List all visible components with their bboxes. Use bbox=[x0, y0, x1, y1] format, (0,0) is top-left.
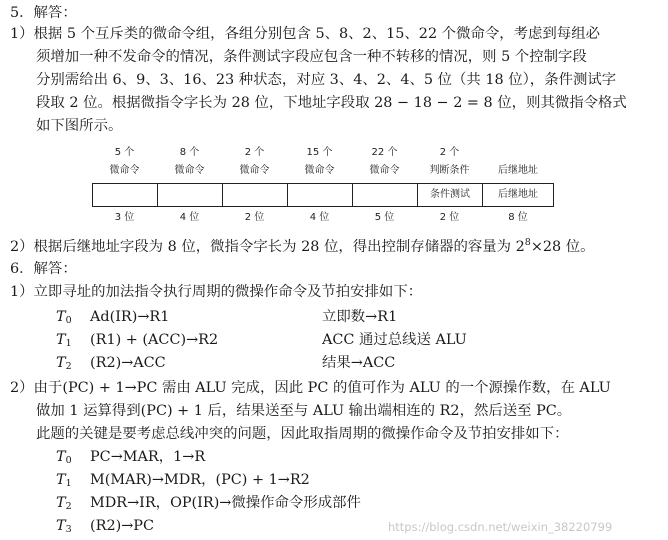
micro-op: Ad(IR)→R1 bbox=[90, 309, 170, 325]
field-name: 微命令 bbox=[304, 165, 335, 176]
field-box bbox=[287, 183, 353, 207]
micro-op: (R1) + (ACC)→R2 bbox=[90, 332, 219, 348]
field-box bbox=[352, 183, 418, 207]
timing-step: $T_3$ bbox=[56, 518, 72, 535]
q6-part2-line-1: 2）由于(PC) + 1→PC 需由 ALU 完成，因此 PC 的值可作为 ALU 的一个源操作数，在 ALU bbox=[10, 380, 611, 396]
q5-para-line-3: 分别需给出 6、9、3、16、23 种状态，对应 3、4、2、4、5 位（共 18 位），条件测试字 bbox=[36, 72, 617, 88]
field-box bbox=[222, 183, 288, 207]
field-name: 微命令 bbox=[109, 165, 140, 176]
field-bits: 8 位 bbox=[508, 212, 528, 223]
micro-op-note: 立即数→R1 bbox=[322, 309, 398, 325]
field-bits: 4 位 bbox=[179, 212, 200, 223]
q5-para-line-5: 如下图所示。 bbox=[36, 118, 123, 134]
micro-op: (R2)→PC bbox=[90, 518, 154, 534]
timing-step: $T_1$ bbox=[56, 472, 72, 489]
watermark-url: https://blog.csdn.net/weixin_38220799 bbox=[388, 520, 613, 534]
micro-op: M(MAR)→MDR，(PC) + 1→R2 bbox=[90, 472, 310, 488]
field-box bbox=[92, 183, 158, 207]
q6-heading: 6．解答： bbox=[10, 261, 77, 277]
q5-para-line-1: 1）根据 5 个互斥类的微命令组，各组分别包含 5、8、2、15、22 个微命令，考虑到每组必 bbox=[10, 26, 600, 42]
field-name: 微命令 bbox=[174, 165, 205, 176]
q5-para-line-4: 段取 2 位。根据微指令字长为 28 位，下地址字段取 28 − 18 − 2 = 8 位，则其微指令格式 bbox=[36, 95, 627, 111]
micro-op: MDR→IR，OP(IR)→微操作命令形成部件 bbox=[90, 495, 361, 511]
micro-op: (R2)→ACC bbox=[90, 355, 166, 371]
timing-step: $T_0$ bbox=[56, 449, 72, 466]
field-name: 微命令 bbox=[239, 165, 270, 176]
timing-step: $T_0$ bbox=[56, 309, 72, 326]
field-count: 15 个 bbox=[306, 147, 333, 158]
micro-op-note: ACC 通过总线送 ALU bbox=[322, 332, 467, 348]
field-name: 判断条件 bbox=[429, 165, 470, 176]
q6-part1-intro: 1）立即寻址的加法指令执行周期的微操作命令及节拍安排如下： bbox=[10, 284, 423, 300]
timing-step: $T_2$ bbox=[56, 355, 72, 372]
q5-heading: 5．解答： bbox=[10, 5, 77, 21]
field-bits: 3 位 bbox=[114, 212, 135, 223]
field-name: 后继地址 bbox=[498, 165, 538, 176]
timing-step: $T_2$ bbox=[56, 495, 72, 512]
field-count: 8 个 bbox=[179, 147, 200, 158]
q5-capacity-line: 2）根据后继地址字段为 8 位，微指令字长为 28 位，得出控制存储器的容量为 $2^8\times 28$ 位。 bbox=[10, 237, 595, 255]
q6-part2-line-3: 此题的关键是要考虑总线冲突的问题，因此取指周期的微操作命令及节拍安排如下： bbox=[36, 426, 569, 442]
field-bits: 4 位 bbox=[309, 212, 330, 223]
field-count: 2 个 bbox=[244, 147, 265, 158]
field-box-label: 条件测试 bbox=[430, 189, 470, 200]
field-box-label: 后继地址 bbox=[498, 189, 538, 200]
q6-part2-line-2: 做加 1 运算得到(PC) + 1 后，结果送至与 ALU 输出端相连的 R2，然后送至 PC。 bbox=[36, 403, 572, 419]
field-bits: 2 位 bbox=[439, 212, 460, 223]
q5-para-line-2: 须增加一种不发命令的情况，条件测试字段应包含一种不转移的情况，则 5 个控制字段 bbox=[36, 49, 587, 65]
field-bits: 2 位 bbox=[244, 212, 265, 223]
field-name: 微命令 bbox=[369, 165, 400, 176]
field-box bbox=[157, 183, 223, 207]
micro-op: PC→MAR，1→R bbox=[90, 449, 206, 465]
field-count: 5 个 bbox=[114, 147, 135, 158]
field-bits: 5 位 bbox=[374, 212, 395, 223]
micro-op-note: 结果→ACC bbox=[322, 355, 396, 371]
timing-step: $T_1$ bbox=[56, 332, 72, 349]
field-count: 2 个 bbox=[439, 147, 460, 158]
field-count: 22 个 bbox=[371, 147, 398, 158]
